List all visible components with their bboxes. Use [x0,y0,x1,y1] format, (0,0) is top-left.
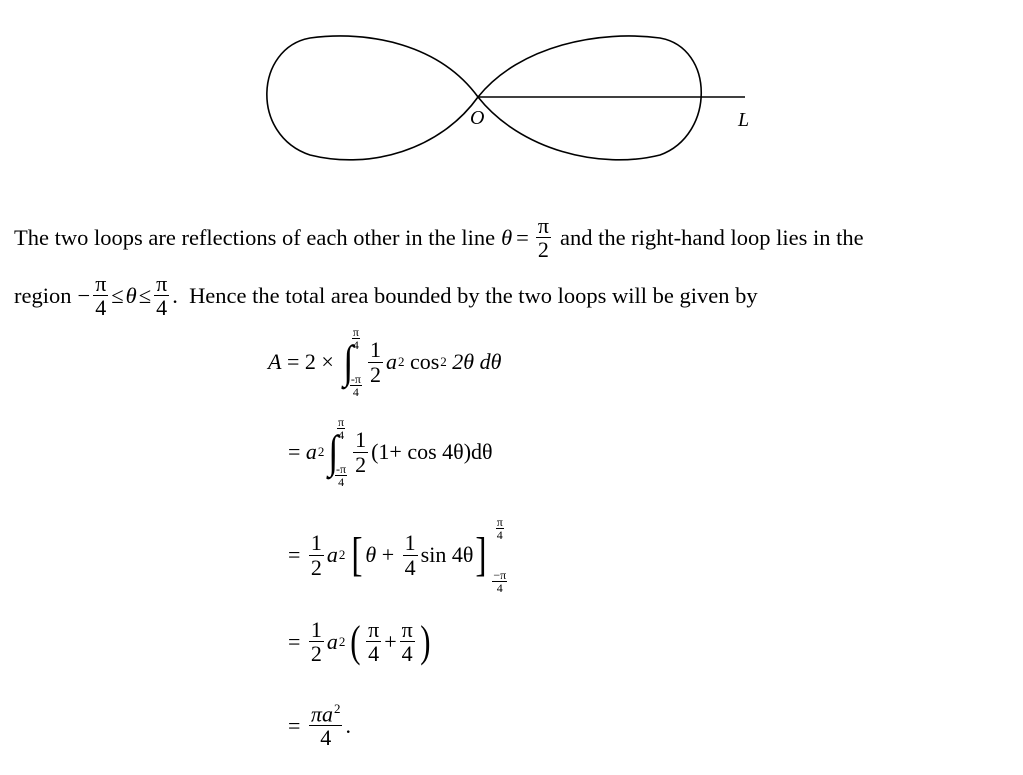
fraction-denominator: 4 [320,725,332,751]
fraction-denominator: 2 [369,361,381,387]
lemniscate-figure [0,0,1023,200]
pi-a-term: πa [310,701,333,727]
equals-two-times: = 2 × [281,349,340,374]
a-exponent: 2 [317,444,325,459]
fraction-numerator: π [401,617,413,642]
leq-sign: ≤ [138,282,152,308]
fraction-denominator: 2 [310,641,322,667]
fraction-numerator: 1 [355,427,367,453]
pi-over-four-fraction [366,618,381,665]
equals-sign: = [288,712,306,738]
paragraph-text-end: and the right-hand loop lies in the [559,224,864,250]
equation-line-3 [288,516,508,594]
a-exponent: 2 [338,633,346,649]
a-symbol: a [326,628,338,654]
paragraph-line-1 [14,214,864,261]
integral-sign: ∫ [328,426,339,477]
integral [342,326,363,398]
theta-symbol: θ [365,542,377,567]
equals-sign: = [288,628,306,654]
lemniscate-curve [267,36,701,160]
a-exponent: 2 [397,354,405,369]
one-half-fraction [353,428,368,475]
origin-label: O [470,107,485,129]
plus-sign: + [384,628,397,654]
area-symbol: A [268,349,282,374]
limit-denominator: 4 [338,475,345,489]
one-half-fraction [309,618,324,665]
fraction-denominator: 4 [95,295,107,321]
cos-function: cos [404,349,440,374]
one-half-fraction [368,338,383,385]
limit-numerator: π [352,325,359,339]
right-paren: ) [419,616,431,666]
fraction-numerator: π [156,271,168,296]
result-fraction [309,702,343,750]
fraction-denominator: 2 [537,237,549,263]
equation-line-4 [288,618,432,665]
equation-line-5 [288,702,351,750]
pi-over-four-fraction-lower [93,272,108,319]
pi-over-two-fraction [536,214,551,261]
equals-sign: = [288,542,306,567]
left-bracket: [ [351,528,364,581]
fraction-denominator: 4 [368,641,380,667]
fraction-denominator: 2 [355,451,367,477]
a-symbol: a [326,542,338,567]
fraction-numerator: 1 [369,337,381,363]
limit-numerator: −π [493,568,507,582]
equation-line-2 [288,416,493,488]
pi-over-four-fraction-upper [154,272,169,319]
theta-symbol: θ [125,282,137,308]
equals-sign: = [288,439,306,464]
fraction-denominator: 4 [156,295,168,321]
fraction-numerator: 1 [310,617,322,642]
one-half-fraction [309,531,324,578]
limit-numerator: π [496,515,503,529]
leq-sign: ≤ [111,282,124,308]
integrand-tail: 2θ dθ [446,349,502,374]
lower-limit [492,569,507,594]
limit-denominator: 4 [496,581,503,595]
limit-denominator: 4 [352,385,359,399]
minus-sign: − [77,282,91,308]
a-exponent: 2 [333,701,341,716]
limit-numerator: -π [336,462,347,476]
fraction-numerator [309,702,343,726]
theta-symbol: θ [501,224,513,250]
cos-exponent: 2 [440,354,447,369]
limit-denominator: 4 [352,338,359,352]
one-quarter-fraction [403,531,418,578]
limit-denominator: 4 [338,428,345,442]
equation-line-1 [268,326,501,398]
upper-limit [492,516,507,541]
integrand-tail: (1+ cos 4θ)dθ [371,439,493,464]
fraction-denominator: 2 [310,554,322,580]
fraction-denominator: 4 [401,641,413,667]
a-symbol: a [305,439,317,464]
a-exponent: 2 [338,547,346,562]
pi-over-four-fraction [400,618,415,665]
fraction-denominator: 4 [404,554,416,580]
fraction-numerator: π [95,271,107,296]
paragraph-line-2 [14,272,758,319]
equals-sign: = [516,224,529,250]
evaluation-limits [491,516,508,594]
integral [327,416,348,488]
fraction-numerator: 1 [310,530,322,556]
region-word: region [14,282,72,308]
limit-numerator: π [338,415,345,429]
fraction-numerator: π [368,617,380,642]
integral-sign: ∫ [343,336,354,387]
plus-sign: + [376,542,400,567]
paragraph-text-end: . Hence the total area bounded by the two loops will be given by [172,282,758,308]
limit-denominator: 4 [496,528,503,542]
left-paren: ( [350,616,361,666]
a-symbol: a [385,349,397,374]
paragraph-text-start: The two loops are reflections of each other in the line [14,224,496,250]
right-bracket: ] [475,528,487,581]
limit-numerator: -π [350,372,361,386]
fraction-numerator: π [537,213,549,238]
sin-term: sin 4θ [420,542,474,567]
period: . [345,712,351,738]
fraction-numerator: 1 [404,530,416,556]
line-label: L [738,109,750,131]
